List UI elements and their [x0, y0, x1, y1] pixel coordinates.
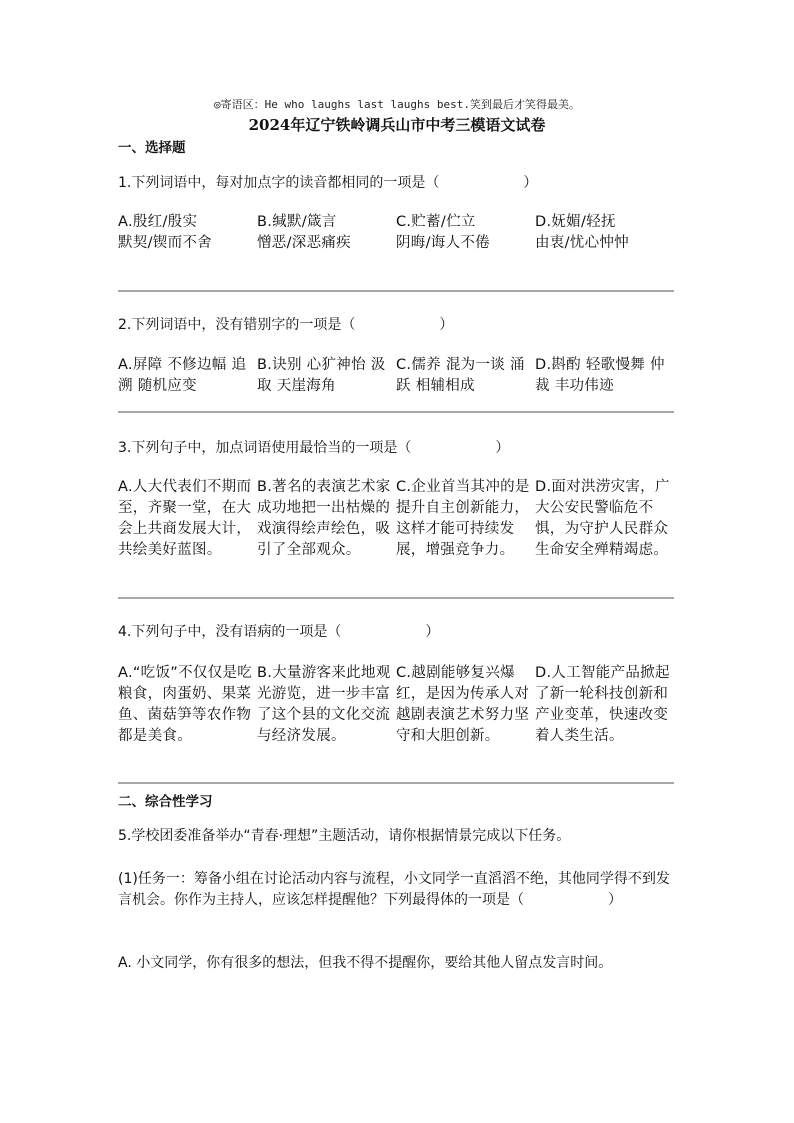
option-d: D.面对洪涝灾害，广大公安民警临危不惧，为守护人民群众生命安全殚精竭虑。 — [535, 479, 670, 558]
paren-close: ） — [608, 892, 622, 908]
option-d: D.妩媚/轻抚 由衷/忧心忡忡 — [535, 214, 690, 251]
paren-close: ） — [439, 317, 454, 333]
option-d: D.斟酌 轻歌慢舞 仲裁 丰功伟迹 — [535, 357, 665, 394]
divider — [118, 290, 674, 292]
question-4-stem — [118, 621, 439, 643]
option-a: A.人大代表们不期而至，齐聚一堂，在大会上共商发展大计，共绘美好蓝图。 — [118, 479, 252, 558]
option-c: C.贮蓄/伫立 阴晦/诲人不倦 — [396, 214, 550, 251]
option-a: A.殷红/殷实 默契/锲而不舍 — [118, 214, 272, 251]
divider — [118, 411, 674, 413]
section-heading-choice: 一、选择题 — [118, 140, 186, 156]
section-heading-integrated: 二、综合性学习 — [118, 794, 213, 810]
option-b: B.著名的表演艺术家成功地把一出枯燥的戏演得绘声绘色，吸引了全部观众。 — [257, 479, 391, 558]
question-3-options — [118, 477, 674, 561]
option-c: C.越剧能够复兴爆红，是因为传承人对越剧表演艺术努力坚守和大胆创新。 — [396, 665, 530, 744]
option-a: A.“吃饭”不仅仅是吃粮食，肉蛋奶、果菜鱼、菌菇笋等农作物都是美食。 — [118, 665, 253, 744]
divider — [118, 782, 674, 784]
option-a: A.屏障 不修边幅 追溯 随机应变 — [118, 357, 247, 394]
paren-close: ） — [495, 440, 510, 456]
question-5-intro: 5.学校团委准备举办“青春·理想”主题活动，请你根据情景完成以下任务。 — [118, 828, 571, 844]
option-c: C.企业首当其冲的是提升自主创新能力，这样才能可持续发展，增强竞争力。 — [396, 479, 530, 558]
question-2-stem — [118, 314, 453, 336]
option-b: B.缄默/箴言 憎恶/深恶痛疾 — [257, 214, 411, 251]
question-3-stem — [118, 437, 509, 459]
question-2-options — [118, 355, 674, 397]
question-text: 1.下列词语中，每对加点字的读音都相同的一项是（ — [118, 175, 440, 191]
question-1-options — [118, 212, 690, 254]
question-text: 3.下列句子中，加点词语使用最恰当的一项是（ — [118, 440, 412, 456]
option-d: D.人工智能产品掀起了新一轮科技创新和产业变革，快速改变着人类生活。 — [535, 665, 670, 744]
paren-close: ） — [523, 175, 538, 191]
paren-close: ） — [425, 624, 440, 640]
question-text: 2.下列词语中，没有错别字的一项是（ — [118, 317, 356, 333]
question-4-options — [118, 663, 674, 747]
option-b: B.诀别 心犷神怡 汲取 天崖海角 — [257, 357, 386, 394]
task-text: (1)任务一：筹备小组在讨论活动内容与流程，小文同学一直滔滔不绝，其他同学得不到发言机会。你作为主持人，应该怎样提醒他？下列最得体的一项是（ — [118, 871, 670, 908]
question-5-task-1 — [118, 869, 678, 911]
question-text: 4.下列句子中，没有语病的一项是（ — [118, 624, 342, 640]
page-title: 2024年辽宁铁岭调兵山市中考三模语文试卷 — [248, 116, 546, 134]
divider — [118, 597, 674, 599]
question-1-stem — [118, 172, 537, 194]
motto-line: ◎寄语区：He who laughs last laughs best.笑到最后才笑得最美。 — [214, 98, 580, 111]
option-b: B.大量游客来此地观光游览，进一步丰富了这个县的文化交流与经济发展。 — [257, 665, 391, 744]
option-c: C.儒养 混为一谈 涌跃 相辅相成 — [396, 357, 525, 394]
question-5-option-a: A. 小文同学，你有很多的想法，但我不得不提醒你，要给其他人留点发言时间。 — [118, 955, 613, 971]
